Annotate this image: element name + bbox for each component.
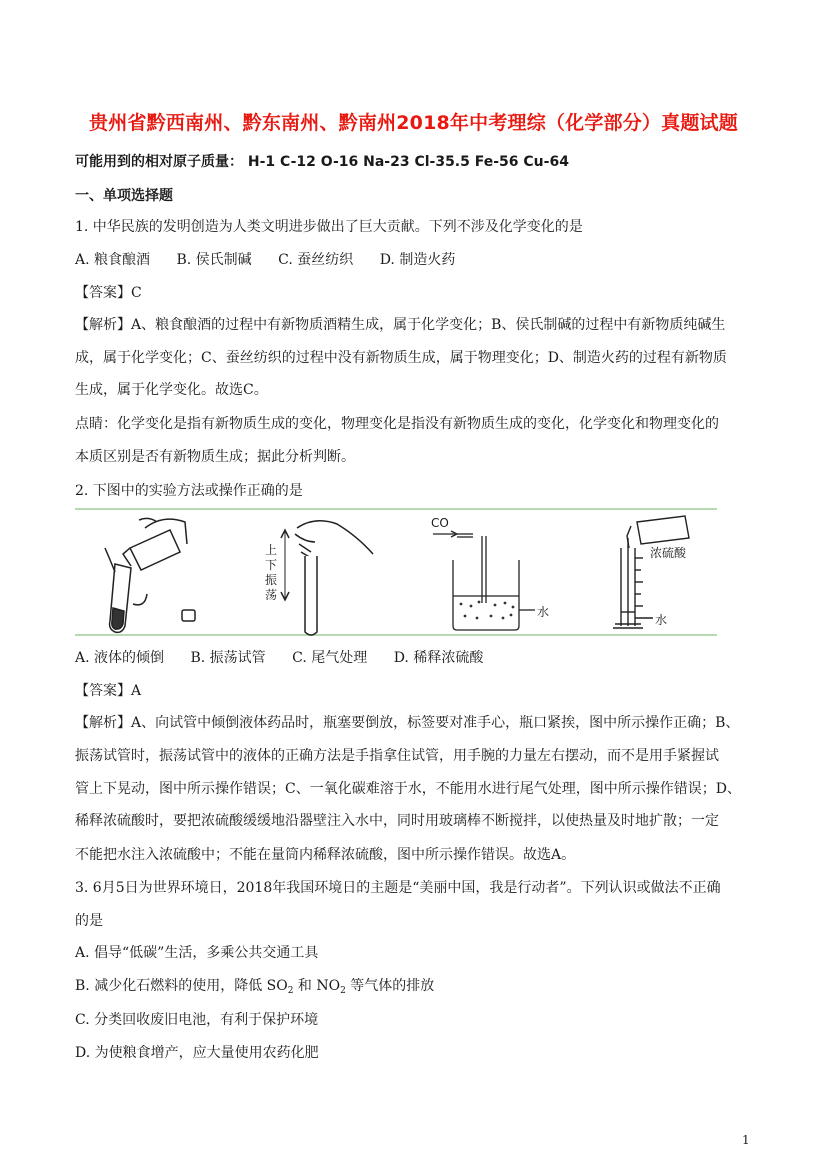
q2-analysis-line: 振荡试管时，振荡试管中的液体的正确方法是手指拿住试管，用手腕的力量左右摆动，而不是用手紧握试: [75, 748, 719, 764]
pouring-illustration: [105, 518, 195, 632]
q2-option-d: D. 稀释浓硫酸: [393, 650, 484, 666]
b-label-char: 下: [264, 558, 277, 572]
shaking-illustration: [281, 521, 373, 635]
acid-label: 浓硫酸: [650, 546, 687, 560]
page-title: 贵州省黔西南州、黔东南州、黔南州2018年中考理综（化学部分）真题试题: [89, 112, 738, 134]
c-water-label: 水: [537, 605, 550, 619]
atomic-masses: 可能用到的相对原子质量： H-1 C-12 O-16 Na-23 Cl-35.5 Fe-56 Cu-64: [75, 154, 569, 170]
q2-option-c: C. 尾气处理: [292, 650, 368, 666]
q3-stem-line: 的是: [75, 913, 103, 929]
q2-option-a: A. 液体的倾倒: [75, 650, 165, 666]
lab-illustrations: [75, 508, 717, 636]
b-label-char: 荡: [264, 588, 277, 602]
q3-option-a: A. 倡导“低碳”生活，多乘公共交通工具: [75, 945, 319, 961]
q1-options: [75, 250, 755, 270]
subscript: 2: [287, 986, 294, 996]
q2-analysis-line: 管上下晃动，图中所示操作错误；C、一氧化碳难溶于水，不能用水进行尾气处理，图中所示操作错误；D、: [75, 781, 741, 797]
q1-tip-line: 点睛：化学变化是指有新物质生成的变化，物理变化是指没有新物质生成的变化，化学变化和物理变化的: [75, 416, 719, 432]
d-water-label: 水: [655, 613, 668, 627]
q1-analysis-line: 【解析】A、粮食酿酒的过程中有新物质酒精生成，属于化学变化；B、侯氏制碱的过程中有新物质纯碱生: [75, 317, 726, 333]
q1-option-d: D. 制造火药: [379, 252, 456, 268]
co-illustration: [433, 531, 535, 630]
subscript: 2: [340, 986, 346, 996]
q1-option-a: A. 粮食酿酒: [75, 252, 151, 268]
q2-analysis-line: 【解析】A、向试管中倾倒液体药品时，瓶塞要倒放，标签要对准手心，瓶口紧挨，图中所示操作正确；B、: [75, 715, 740, 731]
q3-option-b: [75, 976, 755, 996]
page-number: 1: [742, 1133, 750, 1147]
b-label-char: 上: [264, 543, 277, 557]
q1-tip-line: 本质区别是否有新物质生成；据此分析判断。: [75, 449, 355, 465]
q1-analysis-line: 生成，属于化学变化。故选C。: [75, 382, 268, 398]
q2-option-b: B. 振荡试管: [190, 650, 266, 666]
q3-option-b-text: 和 NO: [293, 978, 341, 994]
q2-stem: 2. 下图中的实验方法或操作正确的是: [75, 483, 303, 499]
b-label-char: 振: [264, 573, 277, 587]
q2-analysis-line: 不能把水注入浓硫酸中；不能在量筒内稀释浓硫酸，图中所示操作错误。故选A。: [75, 847, 576, 863]
dilution-illustration: [613, 516, 689, 628]
q2-figure: [75, 508, 717, 636]
q1-analysis-line: 成，属于化学变化；C、蚕丝纺织的过程中没有新物质生成，属于物理变化；D、制造火药的过程有新物质: [75, 350, 727, 366]
q2-options: [75, 648, 755, 668]
q3-option-c: C. 分类回收废旧电池，有利于保护环境: [75, 1012, 319, 1028]
co-label: CO: [431, 516, 449, 530]
q3-option-b-text: 等气体的排放: [345, 978, 435, 994]
q3-option-b-text: B. 减少化石燃料的使用，降低 SO: [75, 978, 288, 994]
q1-answer: 【答案】C: [75, 285, 142, 301]
q3-stem-line: 3. 6月5日为世界环境日，2018年我国环境日的主题是“美丽中国，我是行动者”。下列认识或做法不正确: [75, 880, 721, 896]
q1-option-b: B. 侯氏制碱: [176, 252, 252, 268]
q1-stem: 1. 中华民族的发明创造为人类文明进步做出了巨大贡献。下列不涉及化学变化的是: [75, 219, 583, 235]
b-label: [264, 543, 278, 603]
section-heading: 一、单项选择题: [75, 188, 173, 204]
q2-answer: 【答案】A: [75, 683, 142, 699]
q1-option-c: C. 蚕丝纺织: [278, 252, 354, 268]
q3-option-d: D. 为使粮食增产，应大量使用农药化肥: [75, 1045, 319, 1061]
q2-analysis-line: 稀释浓硫酸时，要把浓硫酸缓缓地沿器壁注入水中，同时用玻璃棒不断搅拌，以使热量及时地扩散；一定: [75, 813, 719, 829]
